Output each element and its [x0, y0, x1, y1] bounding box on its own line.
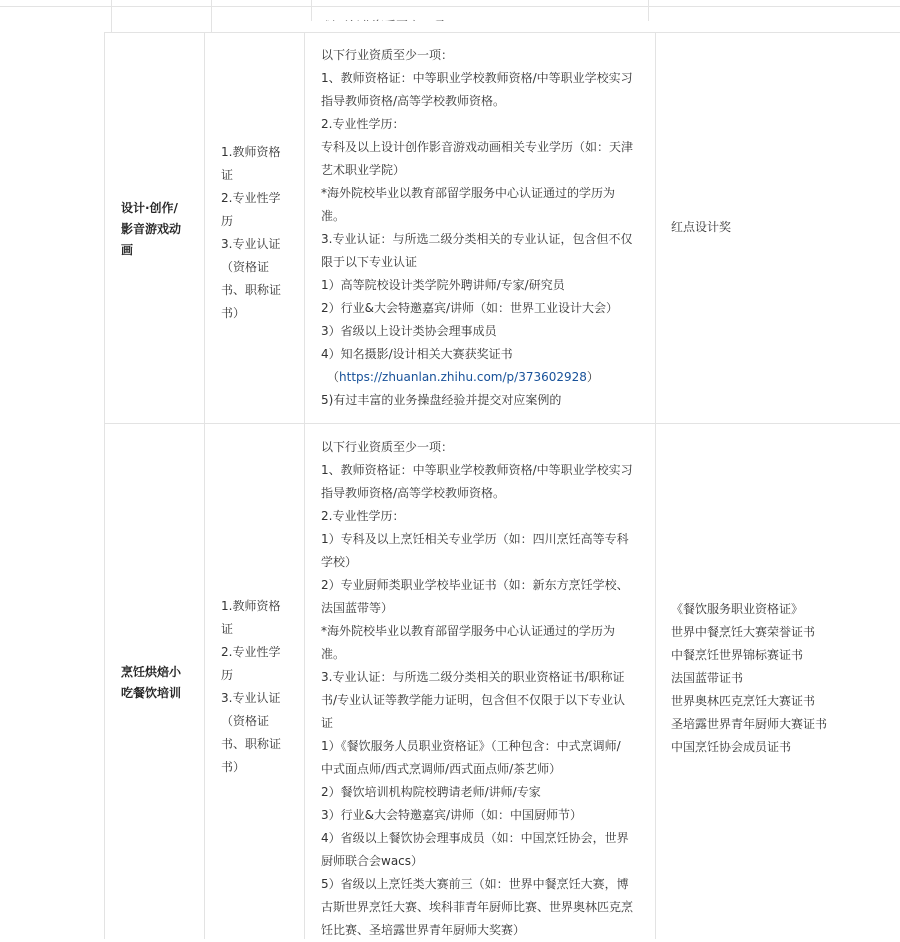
- col-border-1: [204, 32, 205, 939]
- category-line: 影音游戏动: [121, 222, 182, 236]
- col-border-3: [655, 32, 656, 939]
- award-item: 世界奥林匹克烹饪大赛证书: [671, 694, 816, 708]
- link-line: [321, 366, 633, 389]
- category-line: 吃餐饮培训: [121, 686, 182, 700]
- qualification-line: 书）: [221, 760, 246, 774]
- category-cooking: [121, 662, 181, 704]
- qualification-line: 3.专业认证: [221, 237, 281, 251]
- requirement-line: 2）专业厨师类职业学校毕业证书（如：新东方烹饪学校、: [321, 578, 629, 592]
- requirement-line: 饪比赛、圣培露世界青年厨师大奖赛）: [321, 923, 526, 937]
- requirement-line: 以下行业资质至少一项：: [321, 440, 454, 454]
- qualification-line: 书、职称证: [221, 737, 282, 751]
- requirement-line: *海外院校毕业以教育部留学服务中心认证通过的学历为: [321, 186, 616, 200]
- requirement-line: 书/专业认证等教学能力证明，包含但不仅限于以下专业认: [321, 693, 626, 707]
- requirement-line: 限于以下专业认证: [321, 255, 418, 269]
- category-line: 画: [121, 243, 134, 257]
- qualification-line: 证: [221, 622, 234, 636]
- requirement-line: 法国蓝带等）: [321, 601, 394, 615]
- link-paren-open: （: [327, 370, 340, 384]
- requirement-line: 2.专业性学历：: [321, 509, 405, 523]
- top-row-bottom-border: [0, 6, 900, 7]
- requirement-line: 5）省级以上烹饪类大赛前三（如：世界中餐烹饪大赛，博: [321, 877, 629, 891]
- qualification-line: 2.专业性学: [221, 191, 281, 205]
- col-border-0: [104, 32, 105, 939]
- requirement-line: *海外院校毕业以教育部留学服务中心认证通过的学历为: [321, 624, 616, 638]
- qualification-line: 历: [221, 214, 234, 228]
- requirement-list-design: [321, 44, 633, 412]
- qualification-line: （资格证: [221, 714, 270, 728]
- award-item: 世界中餐烹饪大赛荣誉证书: [671, 625, 816, 639]
- requirement-line: 3）省级以上设计类协会理事成员: [321, 324, 497, 338]
- qualification-line: 证: [221, 168, 234, 182]
- category-line: 设计·创作/: [121, 201, 178, 215]
- award-item: 法国蓝带证书: [671, 671, 744, 685]
- qualification-line: 1.教师资格: [221, 145, 281, 159]
- qualification-line: 书、职称证: [221, 283, 282, 297]
- requirement-line: 学校）: [321, 555, 358, 569]
- requirement-line: 1、教师资格证：中等职业学校教师资格/中等职业学校实习: [321, 463, 633, 477]
- qualification-list-design: [221, 141, 281, 325]
- requirement-line: 2）餐饮培训机构院校聘请老师/讲师/专家: [321, 785, 541, 799]
- requirement-line: 1）《餐饮服务人员职业资格证》（工种包含：中式烹调师/: [321, 739, 621, 753]
- requirement-line: 5)有过丰富的业务操盘经验并提交对应案例的: [321, 393, 562, 407]
- qualification-line: 1.教师资格: [221, 599, 281, 613]
- award-item: 中餐烹饪世界锦标赛证书: [671, 648, 804, 662]
- requirement-line: 艺术职业学院）: [321, 163, 406, 177]
- requirement-line: 1）专科及以上烹饪相关专业学历（如：四川烹饪高等专科: [321, 532, 629, 546]
- requirement-line: 指导教师资格/高等学校教师资格。: [321, 486, 506, 500]
- requirement-line: 古斯世界烹饪大赛、埃科菲青年厨师比赛、世界奥林匹克烹: [321, 900, 634, 914]
- award-item: 红点设计奖: [671, 220, 732, 234]
- requirement-line: 1）高等院校设计类学院外聘讲师/专家/研究员: [321, 278, 565, 292]
- award-item: 中国烹饪协会成员证书: [671, 740, 792, 754]
- category-design: [121, 198, 181, 261]
- link-paren-close: ）: [586, 370, 599, 384]
- qualification-list-cooking: [221, 595, 281, 779]
- col-border-2: [304, 32, 305, 939]
- requirement-list-cooking: [321, 436, 633, 942]
- requirement-line: 指导教师资格/高等学校教师资格。: [321, 94, 506, 108]
- qualification-line: 历: [221, 668, 234, 682]
- requirement-line: 4）知名摄影/设计相关大赛获奖证书: [321, 347, 513, 361]
- table-top-border: [104, 32, 900, 33]
- top-cover: [305, 21, 654, 32]
- requirement-line: 准。: [321, 647, 346, 661]
- award-list-design: [671, 216, 731, 239]
- requirement-line: 厨师联合会wacs）: [321, 854, 424, 868]
- zhihu-link[interactable]: https://zhuanlan.zhihu.com/p/373602928: [339, 370, 587, 384]
- qualification-line: 书）: [221, 306, 246, 320]
- qualification-line: 2.专业性学: [221, 645, 281, 659]
- top-border-line-1: [111, 0, 112, 32]
- requirement-line: 中式面点师/西式烹调师/西式面点师/茶艺师）: [321, 762, 562, 776]
- requirement-line: 准。: [321, 209, 346, 223]
- requirement-line: 3）行业&大会特邀嘉宾/讲师（如：中国厨师节）: [321, 808, 583, 822]
- requirement-line: 4）省级以上餐饮协会理事成员（如：中国烹饪协会，世界: [321, 831, 629, 845]
- award-list-cooking: [671, 598, 827, 759]
- award-item: 圣培露世界青年厨师大赛证书: [671, 717, 828, 731]
- qualification-line: （资格证: [221, 260, 270, 274]
- row-separator: [104, 423, 900, 424]
- requirement-line: 3.专业认证：与所选二级分类相关的职业资格证书/职称证: [321, 670, 625, 684]
- top-border-line-2: [211, 0, 212, 32]
- requirement-line: 2）行业&大会特邀嘉宾/讲师（如：世界工业设计大会）: [321, 301, 619, 315]
- requirement-line: 以下行业资质至少一项：: [321, 48, 454, 62]
- requirement-line: 3.专业认证：与所选二级分类相关的专业认证，包含但不仅: [321, 232, 633, 246]
- requirement-line: 专科及以上设计创作影音游戏动画相关专业学历（如：天津: [321, 140, 634, 154]
- requirement-line: 2.专业性学历：: [321, 117, 405, 131]
- award-item: 《餐饮服务职业资格证》: [671, 602, 804, 616]
- requirement-line: 证: [321, 716, 334, 730]
- qualification-line: 3.专业认证: [221, 691, 281, 705]
- requirement-line: 1、教师资格证：中等职业学校教师资格/中等职业学校实习: [321, 71, 633, 85]
- category-line: 烹饪烘焙小: [121, 665, 182, 679]
